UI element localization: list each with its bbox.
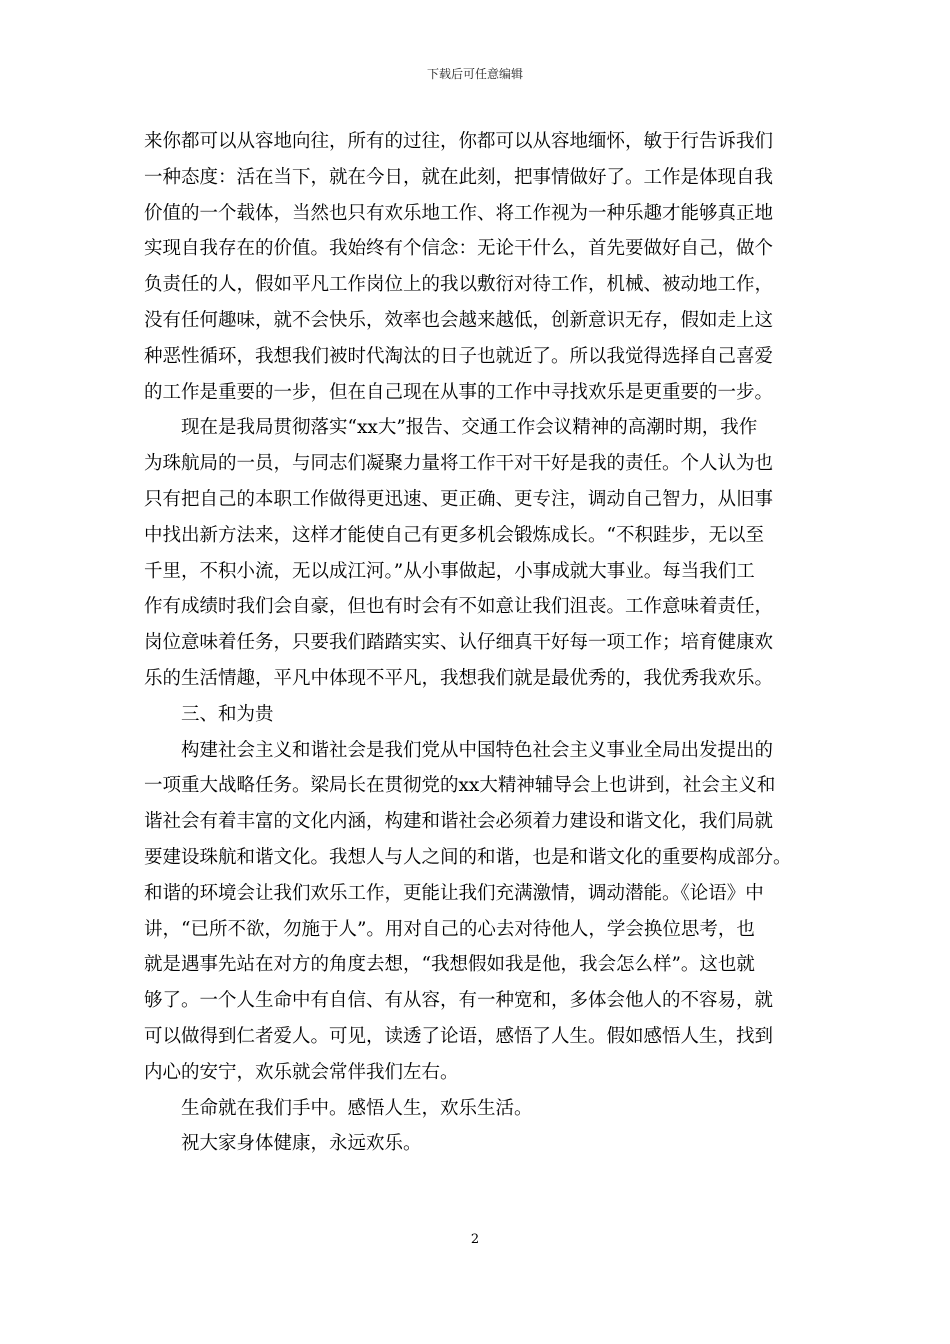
text-line: 千里，不积小流，无以成江河。”从小事做起，小事成就大事业。每当我们工 <box>144 560 755 582</box>
section-heading: 三、和为贵 <box>144 703 274 725</box>
text-line: 的工作是重要的一步，但在自己现在从事的工作中寻找欢乐是更重要的一步。 <box>144 381 774 403</box>
text-line: 和谐的环境会让我们欢乐工作，更能让我们充满激情，调动潜能。《论语》中 <box>144 882 764 904</box>
page-header: 下载后可任意编辑 <box>426 67 523 81</box>
text-line: 够了。一个人生命中有自信、有从容，有一种宽和，多体会他人的不容易，就 <box>144 990 774 1012</box>
text-line: 可以做得到仁者爱人。可见，读透了论语，感悟了人生。假如感悟人生，找到 <box>144 1025 774 1047</box>
text-line: 一种态度：活在当下，就在今日，就在此刻，把事情做好了。工作是体现自我 <box>144 166 774 188</box>
text-line: 一项重大战略任务。梁局长在贯彻党的xx大精神辅导会上也讲到，社会主义和 <box>144 775 776 797</box>
text-line: 负责任的人，假如平凡工作岗位上的我以敷衍对待工作，机械、被动地工作， <box>144 274 774 296</box>
text-line: 谐社会有着丰富的文化内涵，构建和谐社会必须着力建设和谐文化，我们局就 <box>144 811 774 833</box>
text-line: 构建社会主义和谐社会是我们党从中国特色社会主义事业全局出发提出的 <box>144 739 774 761</box>
text-line: 为珠航局的一员，与同志们凝聚力量将工作干对干好是我的责任。个人认为也 <box>144 453 774 475</box>
text-line: 来你都可以从容地向往，所有的过往，你都可以从容地缅怀，敏于行告诉我们 <box>144 131 774 152</box>
text-line: 内心的安宁，欢乐就会常伴我们左右。 <box>144 1061 459 1083</box>
text-line: 只有把自己的本职工作做得更迅速、更正确、更专注，调动自己智力，从旧事 <box>144 488 774 510</box>
text-line: 没有任何趣味，就不会快乐，效率也会越来越低，创新意识无存，假如走上这 <box>144 309 774 331</box>
text-line: 作有成绩时我们会自豪，但也有时会有不如意让我们沮丧。工作意味着责任， <box>144 596 774 618</box>
text-line: 生命就在我们手中。感悟人生，欢乐生活。 <box>144 1097 533 1119</box>
text-line: 乐的生活情趣，平凡中体现不平凡，我想我们就是最优秀的，我优秀我欢乐。 <box>144 667 774 689</box>
text-line: 实现自我存在的价值。我始终有个信念：无论干什么，首先要做好自己，做个 <box>144 238 774 260</box>
text-line: 讲，“已所不欲，勿施于人”。用对自己的心去对待他人，学会换位思考，也 <box>144 918 755 940</box>
text-line: 要建设珠航和谐文化。我想人与人之间的和谐，也是和谐文化的重要构成部分。 <box>144 846 792 868</box>
text-line: 中找出新方法来，这样才能使自己有更多机会锻炼成长。“不积跬步，无以至 <box>144 524 764 546</box>
document-body <box>144 124 824 1162</box>
text-line: 价值的一个载体，当然也只有欢乐地工作、将工作视为一种乐趣才能够真正地 <box>144 202 774 224</box>
text-line: 现在是我局贯彻落实“xx大”报告、交通工作会议精神的高潮时期，我作 <box>144 417 758 439</box>
text-line: 种恶性循环，我想我们被时代淘汰的日子也就近了。所以我觉得选择自己喜爱 <box>144 345 774 367</box>
text-line: 就是遇事先站在对方的角度去想，“我想假如我是他，我会怎么样”。这也就 <box>144 954 755 976</box>
page-number: 2 <box>470 1232 480 1247</box>
text-line: 岗位意味着任务，只要我们踏踏实实、认仔细真干好每一项工作；培育健康欢 <box>144 632 774 654</box>
text-line: 祝大家身体健康，永远欢乐。 <box>144 1133 422 1155</box>
